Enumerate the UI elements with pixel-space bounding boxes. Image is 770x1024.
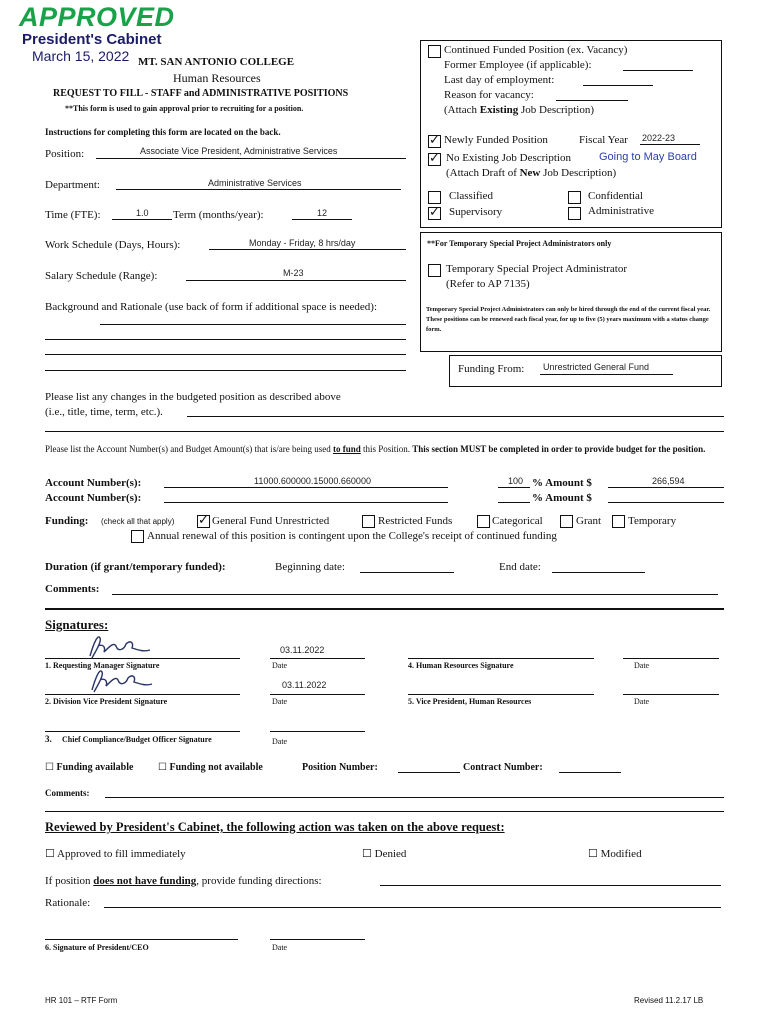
former-label: Former Employee (if applicable): (444, 59, 592, 71)
reason-label: Reason for vacancy: (444, 89, 534, 101)
denied-option[interactable]: ☐ Denied (362, 848, 407, 860)
temp-note: Temporary Special Project Administrators can only be hired through the end of the current fiscal year. These positions can be renewed each fiscal year, for up to five (5) years maximum with a status change form. (426, 306, 711, 333)
going-to-board-note: Going to May Board (599, 151, 697, 163)
annual-renewal-checkbox[interactable] (131, 530, 144, 543)
sig1-date[interactable]: 03.11.2022 (280, 645, 325, 655)
annual-renewal-label: Annual renewal of this position is contingent upon the College's receipt of continued funding (147, 530, 557, 542)
changes-label-1: Please list any changes in the budgeted position as described above (45, 391, 341, 403)
confidential-checkbox[interactable] (568, 191, 581, 204)
temp-header: **For Temporary Special Project Administrators only (427, 239, 612, 248)
account-label-1: Account Number(s): (45, 477, 142, 489)
position-value[interactable]: Associate Vice President, Administrative Services (140, 146, 338, 156)
funding-from-value[interactable]: Unrestricted General Fund (543, 362, 650, 372)
position-number-label: Position Number: (302, 762, 378, 773)
position-label: Position: (45, 148, 85, 160)
contract-number-label: Contract Number: (463, 762, 543, 773)
classified-checkbox[interactable] (428, 191, 441, 204)
categorical-label: Categorical (492, 515, 543, 527)
account-label-2: Account Number(s): (45, 492, 142, 504)
begin-date-label: Beginning date: (275, 561, 345, 573)
general-fund-checkbox[interactable]: ✓ (198, 513, 209, 528)
comments-label: Comments: (45, 583, 100, 595)
administrative-label: Administrative (588, 205, 654, 217)
check-all-note: (check all that apply) (101, 517, 175, 526)
attach-existing: (Attach Existing Job Description) (444, 104, 595, 116)
percent-1[interactable]: 100 (508, 476, 524, 486)
sig3-number: 3. (45, 734, 52, 744)
grant-checkbox[interactable] (560, 515, 573, 528)
account-number-1[interactable]: 11000.600000.15000.660000 (254, 476, 371, 486)
sig2-date[interactable]: 03.11.2022 (282, 680, 327, 690)
fiscal-year-label: Fiscal Year (579, 134, 628, 146)
newly-funded-label: Newly Funded Position (444, 134, 548, 146)
temp-admin-label: Temporary Special Project Administrator (446, 263, 627, 275)
salary-value[interactable]: M-23 (283, 268, 304, 278)
classified-label: Classified (449, 190, 493, 202)
restricted-label: Restricted Funds (378, 515, 453, 527)
amount-label-1: % Amount $ (532, 477, 592, 489)
newly-funded-checkbox[interactable]: ✓ (429, 133, 440, 148)
college-name: MT. SAN ANTONIO COLLEGE (138, 56, 295, 68)
funding-from-label: Funding From: (458, 363, 525, 375)
department-value[interactable]: Administrative Services (208, 178, 302, 188)
amount-label-2: % Amount $ (532, 492, 592, 504)
account-intro: Please list the Account Number(s) and Budget Amount(s) that is/are being used to fund this Position. This section MUST be completed in order to provide budget for the position. (45, 444, 706, 454)
form-title: REQUEST TO FILL - STAFF and ADMINISTRATIVE POSITIONS (53, 88, 349, 99)
fte-value[interactable]: 1.0 (136, 208, 149, 218)
sig4-label: 4. Human Resources Signature (408, 661, 514, 670)
sig4-date-label: Date (634, 661, 650, 670)
rationale-label: Rationale: (45, 897, 91, 909)
funding-not-available[interactable]: ☐ Funding not available (158, 762, 263, 773)
general-fund-label: General Fund Unrestricted (212, 515, 330, 527)
sig2-label: 2. Division Vice President Signature (45, 697, 168, 706)
continued-label: Continued Funded Position (ex. Vacancy) (444, 44, 628, 56)
footer-form-id: HR 101 – RTF Form (45, 996, 118, 1005)
department-label: Department: (45, 179, 100, 191)
funding-directions-label: If position does not have funding, provide funding directions: (45, 875, 322, 887)
continued-checkbox[interactable] (428, 45, 441, 58)
stamp-date: March 15, 2022 (32, 48, 130, 64)
signature-2 (82, 666, 162, 696)
sig6-date-label: Date (272, 943, 288, 952)
restricted-checkbox[interactable] (362, 515, 375, 528)
funding-label: Funding: (45, 515, 89, 527)
sig2-date-label: Date (272, 697, 288, 706)
sig1-label: 1. Requesting Manager Signature (45, 661, 160, 670)
sig5-label: 5. Vice President, Human Resources (408, 697, 532, 706)
lastday-label: Last day of employment: (444, 74, 555, 86)
approved-option[interactable]: ☐ Approved to fill immediately (45, 848, 186, 860)
grant-label: Grant (576, 515, 602, 527)
instructions: Instructions for completing this form are located on the back. (45, 127, 281, 137)
temp-admin-checkbox[interactable] (428, 264, 441, 277)
stamp-cabinet: President's Cabinet (22, 31, 162, 48)
sig5-date-label: Date (634, 697, 650, 706)
temporary-label: Temporary (628, 515, 677, 527)
amount-1[interactable]: 266,594 (652, 476, 685, 486)
sig6-label: 6. Signature of President/CEO (45, 943, 149, 952)
sig3-label: Chief Compliance/Budget Officer Signature (62, 735, 212, 744)
sig1-date-label: Date (272, 661, 288, 670)
funding-available[interactable]: ☐ Funding available (45, 762, 134, 773)
approved-stamp: APPROVED (19, 2, 175, 32)
categorical-checkbox[interactable] (477, 515, 490, 528)
comments-label-2: Comments: (45, 788, 90, 798)
signatures-title: Signatures: (45, 617, 109, 632)
department-name: Human Resources (173, 71, 261, 85)
fiscal-year-value[interactable]: 2022-23 (642, 133, 676, 143)
term-label: Term (months/year): (173, 209, 264, 221)
form-note: **This form is used to gain approval prior to recruiting for a position. (65, 104, 304, 113)
administrative-checkbox[interactable] (568, 207, 581, 220)
temporary-checkbox[interactable] (612, 515, 625, 528)
modified-option[interactable]: ☐ Modified (588, 848, 642, 860)
changes-label-2: (i.e., title, time, term, etc.). (45, 406, 163, 418)
duration-label: Duration (if grant/temporary funded): (45, 561, 226, 573)
term-value[interactable]: 12 (317, 208, 328, 218)
attach-new: (Attach Draft of New Job Description) (446, 167, 617, 179)
footer-revised: Revised 11.2.17 LB (634, 996, 704, 1005)
sig3-date-label: Date (272, 737, 288, 746)
cabinet-title: Reviewed by President's Cabinet, the following action was taken on the above request: (45, 820, 505, 834)
salary-label: Salary Schedule (Range): (45, 270, 158, 282)
background-label: Background and Rationale (use back of form if additional space is needed): (45, 301, 378, 313)
no-existing-jd-checkbox[interactable]: ✓ (429, 151, 440, 166)
schedule-label: Work Schedule (Days, Hours): (45, 239, 181, 251)
supervisory-label: Supervisory (449, 206, 503, 218)
confidential-label: Confidential (588, 190, 643, 202)
temp-ref: (Refer to AP 7135) (446, 278, 530, 290)
end-date-label: End date: (499, 561, 541, 573)
schedule-value[interactable]: Monday - Friday, 8 hrs/day (249, 238, 356, 248)
fte-label: Time (FTE): (45, 209, 101, 221)
supervisory-checkbox[interactable]: ✓ (429, 205, 440, 220)
no-existing-jd-label: No Existing Job Description (446, 152, 571, 164)
